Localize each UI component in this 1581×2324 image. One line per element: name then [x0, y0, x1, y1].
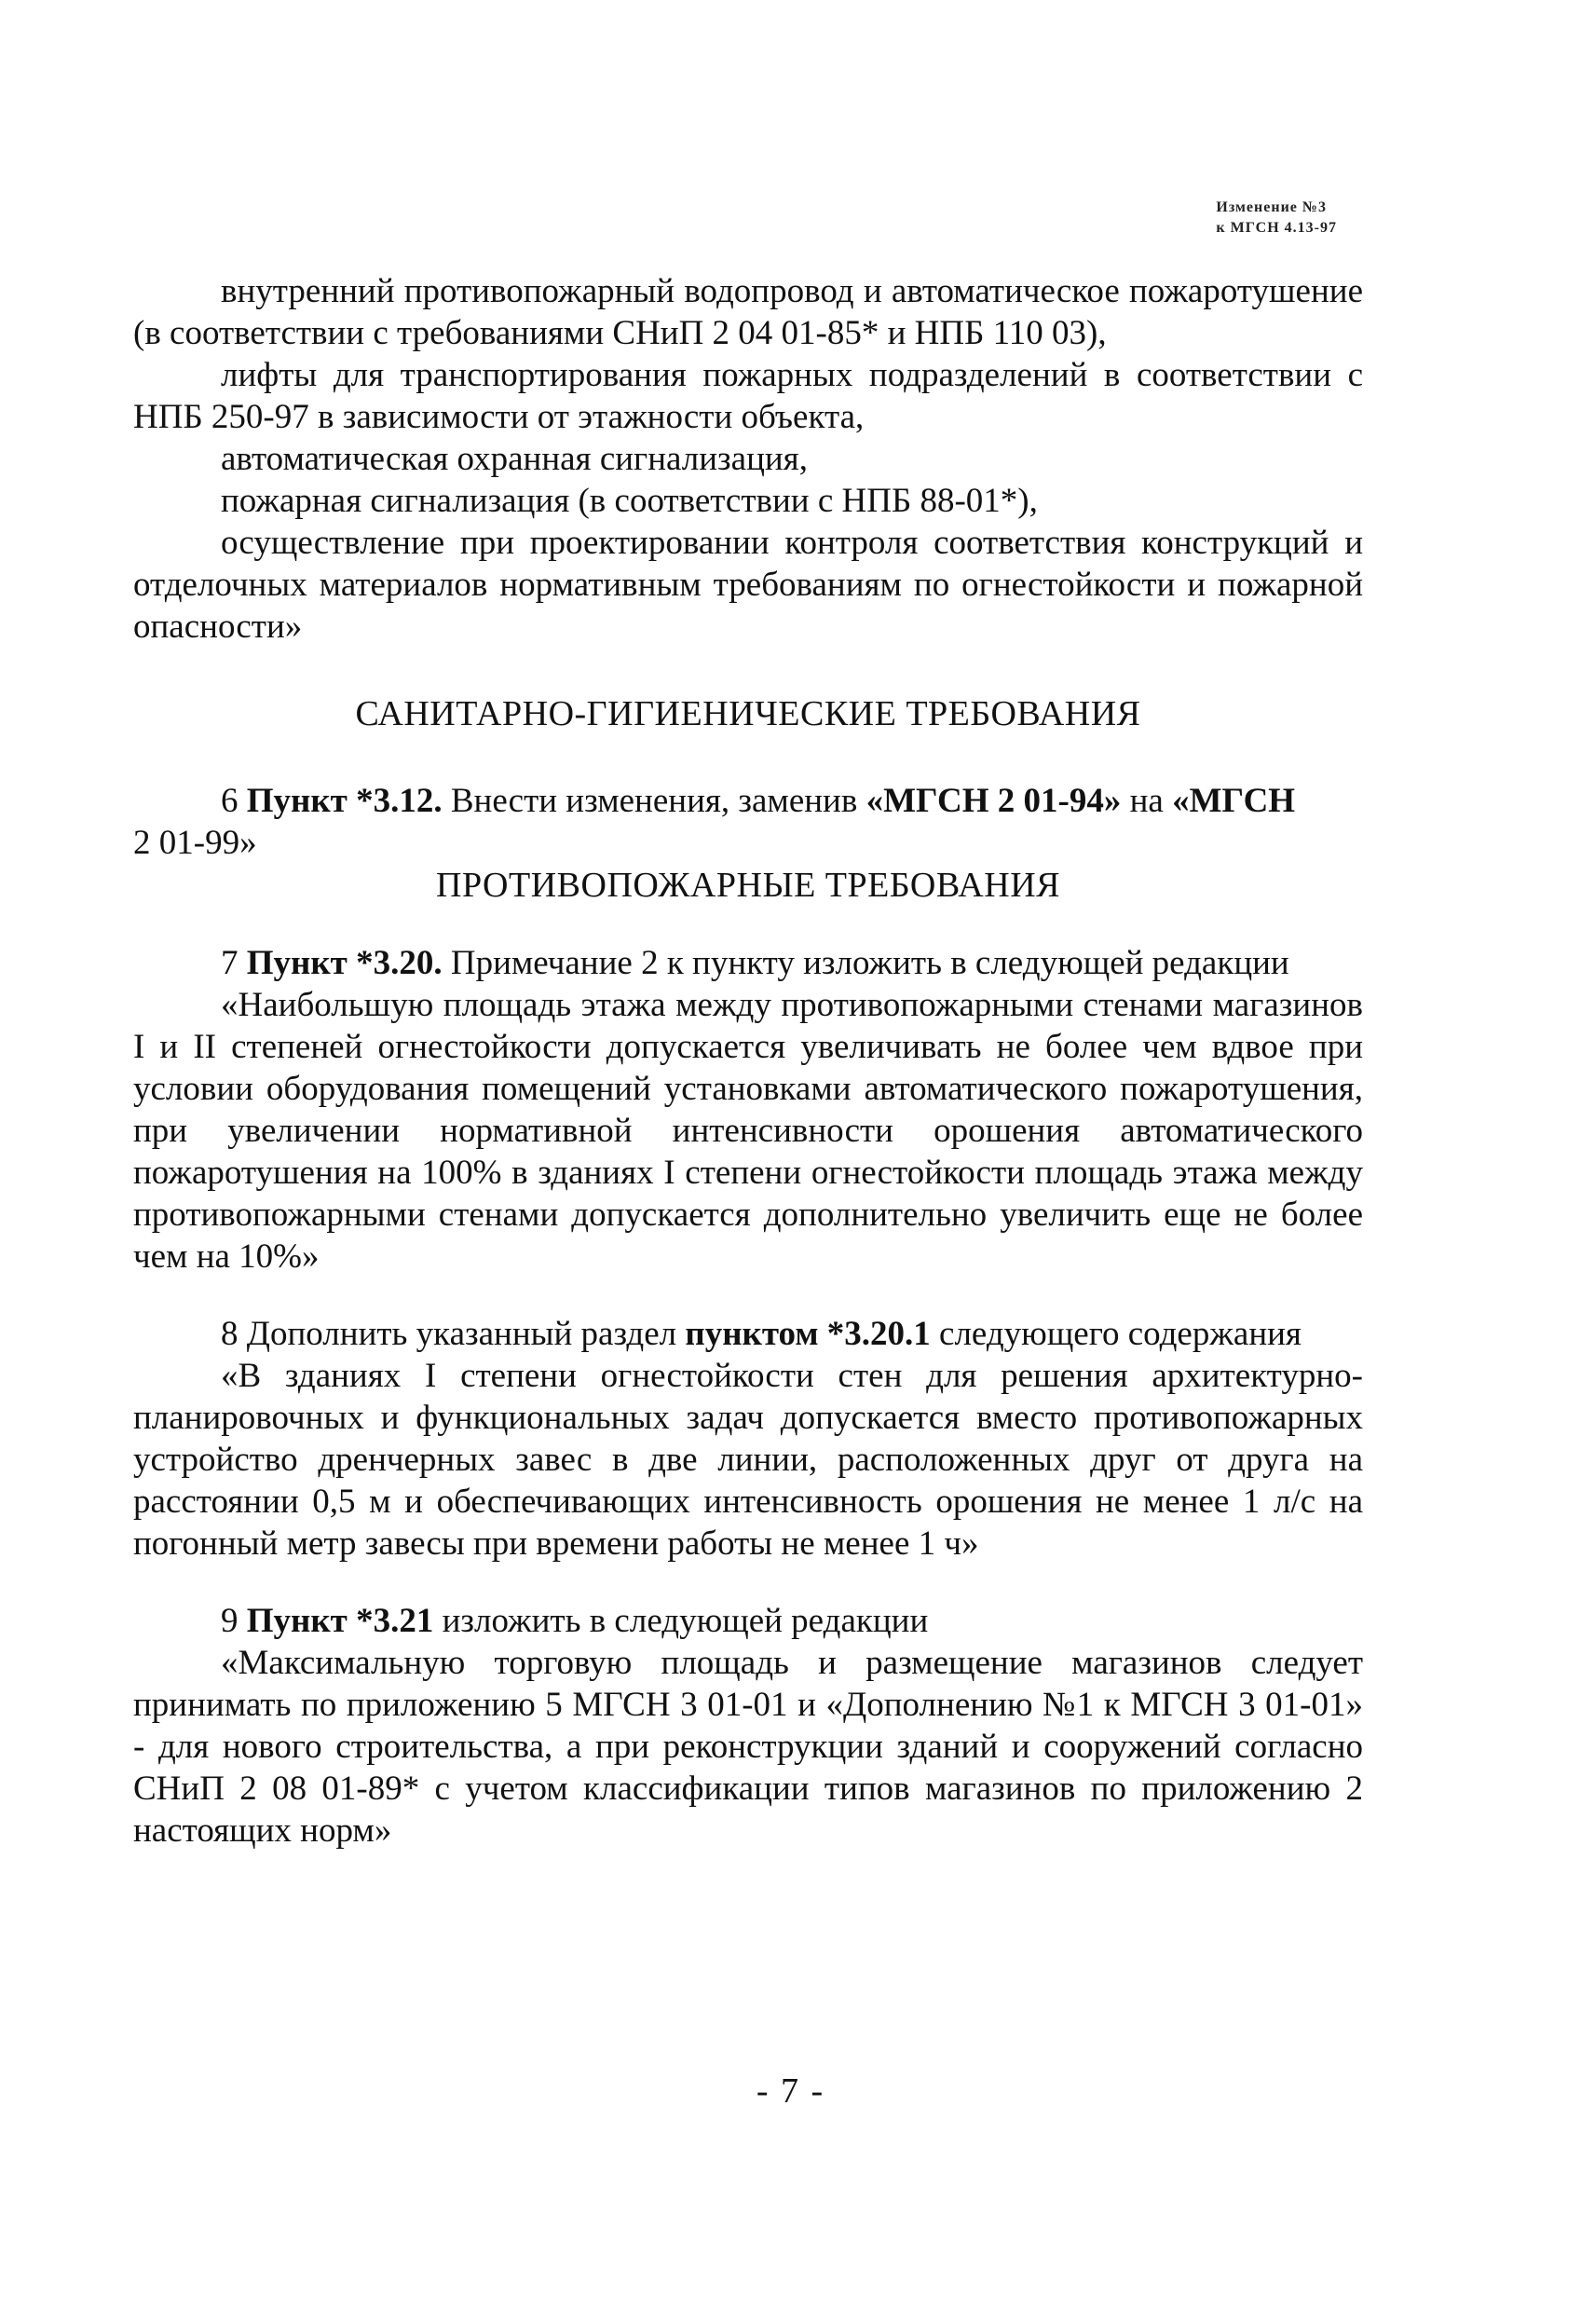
item-6-tail: 2 01-99» [133, 824, 257, 862]
item-9 [133, 1600, 1363, 1642]
item-8-number: 8 [221, 1315, 239, 1353]
item-6-mid: на [1121, 782, 1173, 820]
header-note-line2: к МГСН 4.13-97 [1216, 220, 1337, 236]
item-9-quote: «Максимальную торговую площадь и размещение магазинов следует принимать по приложению 5 МГСН 3 01-01 и «Дополнению №1 к МГСН 3 01-01» - для нового строительства, а при реконструкции зданий и сооружений согласно СНиП 2 08 01-89* с учетом классификации типов магазинов по приложению 2 настоящих норм» [133, 1644, 1363, 1850]
item-6-old-ref: «МГСН 2 01-94» [865, 782, 1122, 820]
item-7-label: Пункт *3.20. [246, 944, 443, 982]
paragraph-water-supply: внутренний противопожарный водопровод и автоматическое пожаротушение (в соответствии с требованиями СНиП 2 04 01-85* и НПБ 110 03), [133, 272, 1363, 352]
item-8-quote: «В зданиях I степени огнестойкости стен для решения архитектурно-планировочных и функциональных задач допускается вместо противопожарных устройство дренчерных завес в две линии, расположенных друг от друга на расстоянии 0,5 м и обеспечивающих интенсивность орошения не менее 1 л/с на погонный метр завесы при времени работы не менее 1 ч» [133, 1357, 1363, 1563]
header-note-line1: Изменение №3 [1216, 199, 1327, 215]
header-note [1216, 198, 1337, 239]
item-8-text-before: Дополнить указанный раздел [246, 1315, 686, 1353]
item-7-number: 7 [221, 944, 239, 982]
item-8 [133, 1313, 1363, 1355]
item-6-label: Пункт *3.12. [246, 782, 443, 820]
paragraph-lifts: лифты для транспортирования пожарных подразделений в соответствии с НПБ 250-97 в зависимости от этажности объекта, [133, 356, 1363, 436]
paragraph-security-alarm: автоматическая охранная сигнализация, [221, 440, 808, 478]
paragraph-fire-alarm: пожарная сигнализация (в соответствии с НПБ 88-01*), [221, 482, 1038, 520]
item-6-text: Внести изменения, заменив [442, 782, 866, 820]
page-number: - 7 - [756, 2071, 825, 2111]
item-9-number: 9 [221, 1602, 239, 1640]
item-7-quote: «Наибольшую площадь этажа между противопожарными стенами магазинов I и II степеней огнестойкости допускается увеличивать не более чем вдвое при условии оборудования помещений установками автоматического пожаротушения, при увеличении нормативной интенсивности орошения автоматического пожаротушения на 100% в зданиях I степени огнестойкости площадь этажа между противопожарными стенами допускается дополнительно увеличить еще не более чем на 10%» [133, 986, 1363, 1276]
item-9-text: изложить в следующей редакции [433, 1602, 929, 1640]
item-7 [133, 942, 1363, 984]
item-6-number: 6 [221, 782, 239, 820]
section-heading-fire: ПРОТИВОПОЖАРНЫЕ ТРЕБОВАНИЯ [436, 866, 1060, 905]
paragraph-control: осуществление при проектировании контроля соответствия конструкций и отделочных материалов нормативным требованиям по огнестойкости и пожарной опасности» [133, 524, 1363, 646]
document-body [133, 270, 1363, 1852]
item-6-new-ref: «МГСН [1172, 782, 1296, 820]
item-8-text-after: следующего содержания [930, 1315, 1302, 1353]
item-6 [133, 780, 1363, 864]
section-heading-sanitary: САНИТАРНО-ГИГИЕНИЧЕСКИЕ ТРЕБОВАНИЯ [355, 694, 1141, 733]
item-7-text: Примечание 2 к пункту изложить в следующей редакции [442, 944, 1289, 982]
item-8-label: пунктом *3.20.1 [685, 1315, 931, 1353]
item-9-label: Пункт *3.21 [246, 1602, 434, 1640]
